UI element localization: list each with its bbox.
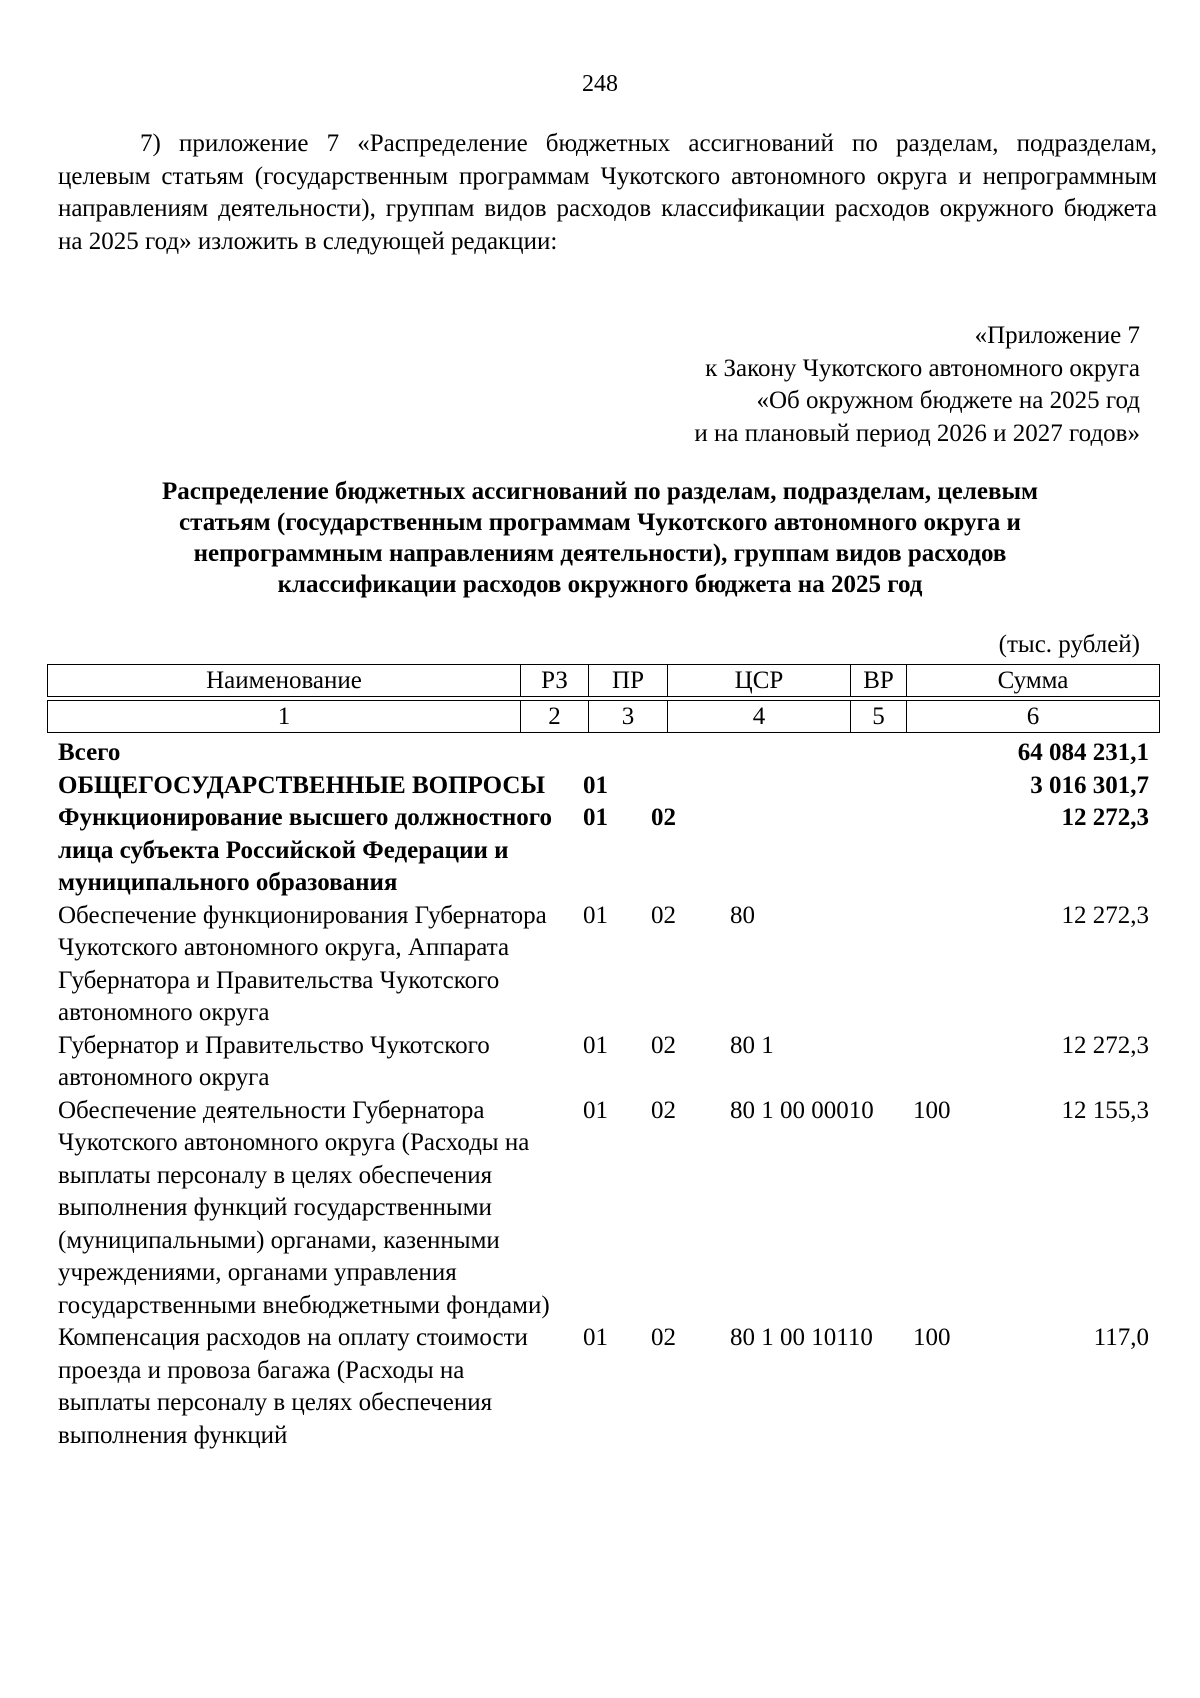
row-sum: 3 016 301,7	[1030, 771, 1149, 799]
units-label: (тыс. рублей)	[998, 631, 1140, 658]
row-csr: 80 1	[730, 1031, 774, 1059]
header-row	[48, 665, 1160, 697]
row-pr	[636, 770, 715, 803]
header-csr: ЦСР	[668, 665, 851, 697]
row-pr	[636, 737, 715, 770]
row-name: Губернатор и Правительство Чукотского автономного округа	[58, 1031, 490, 1091]
column-number: 5	[851, 701, 907, 733]
row-rz: 01	[583, 1031, 608, 1059]
row-sum: 12 272,3	[1061, 1031, 1149, 1059]
column-number: 6	[907, 701, 1160, 733]
row-rz: 01	[583, 1096, 608, 1124]
title-line: статьям (государственным программам Чукотского автономного округа и	[179, 509, 1021, 536]
row-csr: 80 1 00 00010	[730, 1096, 874, 1124]
column-number: 3	[589, 701, 668, 733]
table-row	[47, 737, 1159, 770]
row-rz: 01	[583, 1324, 608, 1351]
header-vr: ВР	[851, 665, 907, 697]
row-name: Обеспечение функционирования Губернатора Чукотского автономного округа, Аппарата Губернатора и Правительства Чукотского автономного округа	[58, 901, 547, 1026]
page-number: 248	[582, 71, 618, 97]
row-vr	[898, 737, 954, 770]
row-name: Функционирование высшего должностного лица субъекта Российской Федерации и муниципального образования	[58, 804, 553, 896]
row-rz	[568, 737, 636, 770]
row-csr: 80	[730, 901, 755, 929]
row-pr: 02	[651, 901, 676, 929]
row-vr: 100	[913, 1096, 951, 1124]
title-line: непрограммным направлениям деятельности), группам видов расходов	[193, 540, 1007, 567]
table-row	[47, 770, 1159, 803]
row-vr	[898, 1030, 954, 1095]
table-row	[47, 1095, 1159, 1323]
row-name: Обеспечение деятельности Губернатора Чукотского автономного округа (Расходы на выплаты персоналу в целях обеспечения выполнения функций государственными (муниципальными) органами, казенными учреждениями, органами управления государственными внебюджетными фондами)	[58, 1096, 550, 1319]
row-pr: 02	[651, 1324, 676, 1351]
row-sum: 64 084 231,1	[1017, 739, 1149, 766]
appendix-reference	[694, 320, 1140, 450]
row-csr	[715, 802, 898, 900]
row-sum: 12 155,3	[1061, 1096, 1149, 1124]
appendix-line: «Об окружном бюджете на 2025 год	[756, 387, 1140, 414]
intro-paragraph: 7) приложение 7 «Распределение бюджетных ассигнований по разделам, подразделам, целевым статьям (государственным программам Чукотского автономного округа и непрограммным направлениям деятельности), группам видов расходов классификации расходов окружного бюджета на 2025 год» изложить в следующей редакции:	[58, 130, 1157, 255]
row-vr	[898, 770, 954, 803]
row-pr: 02	[651, 1096, 676, 1124]
appendix-line: к Закону Чукотского автономного округа	[705, 354, 1140, 382]
row-csr: 80 1 00 10110	[730, 1324, 873, 1351]
header-sum: Сумма	[907, 665, 1160, 697]
table-row	[47, 1030, 1159, 1095]
table-row	[47, 900, 1159, 1030]
row-rz: 01	[583, 804, 608, 831]
row-vr: 100	[913, 1324, 951, 1351]
column-number-row	[48, 701, 1160, 733]
appendix-line: «Приложение 7	[974, 322, 1140, 349]
column-number: 4	[668, 701, 851, 733]
table-row	[47, 1322, 1159, 1452]
row-rz: 01	[583, 771, 608, 799]
row-vr	[898, 802, 954, 900]
row-vr	[898, 900, 954, 1030]
row-name: ОБЩЕГОСУДАРСТВЕННЫЕ ВОПРОСЫ	[58, 771, 545, 799]
row-rz: 01	[583, 901, 608, 929]
table-row	[47, 802, 1159, 900]
budget-table	[47, 737, 1159, 1452]
title-line: Распределение бюджетных ассигнований по разделам, подразделам, целевым	[161, 478, 1039, 505]
document-title	[60, 476, 1140, 600]
row-csr	[715, 770, 898, 803]
appendix-line: и на плановый период 2026 и 2027 годов»	[694, 419, 1140, 447]
header-name: Наименование	[48, 665, 521, 697]
row-pr: 02	[651, 1031, 676, 1059]
row-sum: 12 272,3	[1061, 901, 1149, 929]
table-header	[47, 664, 1160, 733]
column-number: 2	[521, 701, 589, 733]
row-pr: 02	[651, 804, 676, 831]
header-rz: РЗ	[521, 665, 589, 697]
row-name: Всего	[58, 739, 121, 766]
column-number: 1	[48, 701, 521, 733]
row-sum: 117,0	[1093, 1324, 1149, 1351]
row-name: Компенсация расходов на оплату стоимости проезда и провоза багажа (Расходы на выплаты персоналу в целях обеспечения выполнения функций	[58, 1324, 528, 1449]
header-pr: ПР	[589, 665, 668, 697]
title-line: классификации расходов окружного бюджета на 2025 год	[277, 571, 923, 598]
row-sum: 12 272,3	[1061, 804, 1149, 831]
row-csr	[715, 737, 898, 770]
